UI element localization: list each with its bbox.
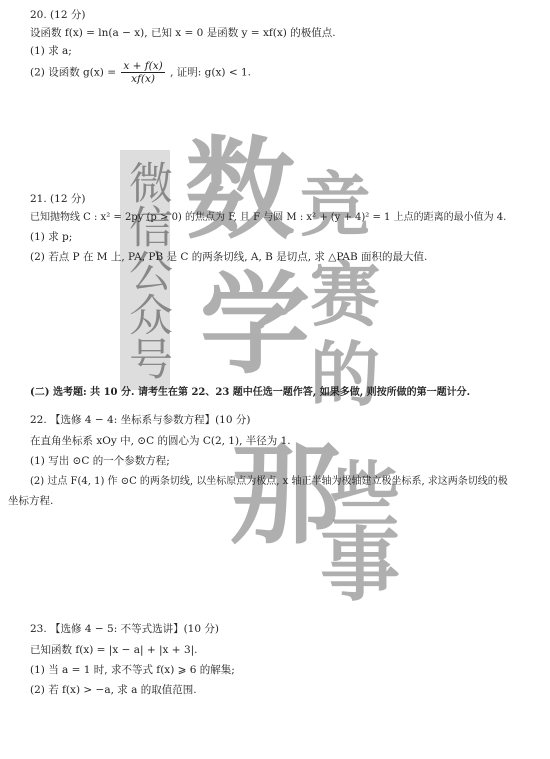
q22-statement: 在直角坐标系 xOy 中, ⊙C 的圆心为 C(2, 1), 半径为 1. <box>30 435 291 447</box>
watermark-char-7: 些 <box>330 453 400 536</box>
watermark-char-5: 赛 <box>310 253 380 336</box>
q20-fraction <box>121 60 164 85</box>
q22-part1: (1) 写出 ⊙C 的一个参数方程; <box>30 455 170 467</box>
q23-header: 23. 【选修 4 − 5: 不等式选讲】(10 分) <box>30 623 219 635</box>
watermark-char-3: 那 <box>230 430 340 559</box>
watermark-char-6: 的 <box>310 333 380 416</box>
q22-part2-line2: 坐标方程. <box>8 495 54 507</box>
q20-part2-prefix: (2) 设函数 g(x) = <box>30 66 117 79</box>
q23-part1: (1) 当 a = 1 时, 求不等式 f(x) ⩾ 6 的解集; <box>30 664 235 676</box>
watermark-char-4: 竞 <box>300 163 370 246</box>
q21-header: 21. (12 分) <box>30 193 86 205</box>
q20-header: 20. (12 分) <box>30 9 86 21</box>
q23-statement: 已知函数 f(x) = |x − a| + |x + 3|. <box>30 644 198 656</box>
q20-part2 <box>30 60 251 85</box>
q20-part2-suffix: , 证明: g(x) < 1. <box>170 66 252 79</box>
q23-part2: (2) 若 f(x) > −a, 求 a 的取值范围. <box>30 684 197 696</box>
q21-part2: (2) 若点 P 在 M 上, PA, PB 是 C 的两条切线, A, B 是切点, 求 △PAB 面积的最大值. <box>30 251 428 263</box>
watermark-char-2: 学 <box>200 260 310 389</box>
q20-part1: (1) 求 a; <box>30 45 72 57</box>
q20-fraction-numerator: x + f(x) <box>123 60 163 72</box>
elective-title: (二) 选考题: 共 10 分. 请考生在第 22、23 题中任选一题作答, 如果多做, 则按所做的第一题计分. <box>30 387 471 398</box>
q20-statement: 设函数 f(x) = ln(a − x), 已知 x = 0 是函数 y = xf(x) 的极值点. <box>30 27 336 39</box>
q20-fraction-denominator: xf(x) <box>131 73 156 85</box>
watermark-left-text: 微信公众号 <box>121 160 172 380</box>
q22-header: 22. 【选修 4 − 4: 坐标系与参数方程】(10 分) <box>30 414 251 426</box>
watermark-char-8: 事 <box>320 518 400 612</box>
q22-part2-line1: (2) 过点 F(4, 1) 作 ⊙C 的两条切线, 以坐标原点为极点, x 轴正半轴为极轴建立极坐标系, 求这两条切线的极 <box>30 476 508 487</box>
watermark-char-1: 数 <box>185 125 295 254</box>
q21-part1: (1) 求 p; <box>30 231 73 243</box>
q21-statement: 已知抛物线 C : x² = 2py (p > 0) 的焦点为 F, 且 F 与圆 M : x² + (y + 4)² = 1 上点的距离的最小值为 4. <box>30 212 507 223</box>
